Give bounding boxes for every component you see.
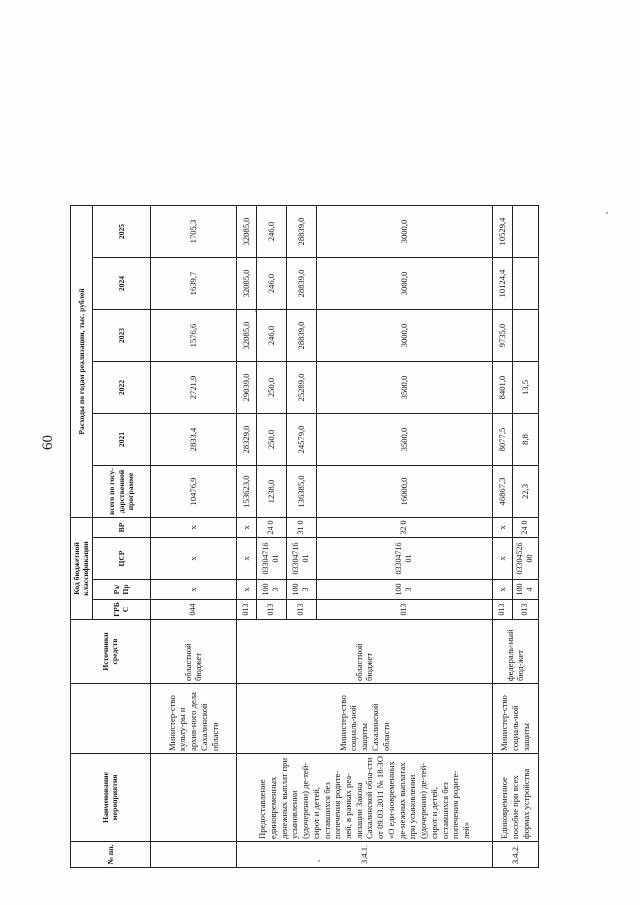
cell-rz: 100 4 [512,580,538,600]
cell-2022: 13,5 [512,362,538,414]
cell-2024: 3000,0 [316,258,492,310]
cell-total: 1238,0 [256,466,286,518]
budget-table [70,205,539,868]
cell-2024: 246,0 [256,258,286,310]
cell-vr: x [492,518,512,538]
cell-executor: Министер-ство социаль-ной защиты Сахалинской области [236,684,492,754]
cell-executor: Министер-ство социаль-ной защиты [492,684,538,754]
cell-grbs: 044 [150,600,236,620]
cell-2024: 32085,0 [236,258,256,310]
cell-rz: x [492,580,512,600]
cell-2025 [512,206,538,258]
header-grbs: ГРБ С [92,600,150,620]
header-name: Наименование мероприятия [71,754,151,842]
table-row [150,206,236,868]
cell-grbs: 013 [236,600,256,620]
header-year-2021: 2021 [92,414,150,466]
cell-csr: 03304716 01 [286,538,316,580]
header-year-2022: 2022 [92,362,150,414]
cell-2023: 9735,0 [492,310,512,362]
cell-total: 46867,3 [492,466,512,518]
cell-rz: x [236,580,256,600]
header-num: № пп. [71,842,151,868]
cell-source: областной бюджет [150,620,236,684]
cell-2023: 28839,0 [286,310,316,362]
cell-2024: 10124,4 [492,258,512,310]
cell-2021: 2833,4 [150,414,236,466]
cell-2023: 1576,6 [150,310,236,362]
cell-vr: 31 0 [286,518,316,538]
cell-2025: 28839,0 [286,206,316,258]
cell-2022: 8401,0 [492,362,512,414]
cell-vr: 24 0 [256,518,286,538]
cell-rz: x [150,580,236,600]
header-total: всего по госу-дарственной программе [92,466,150,518]
cell-2021: 8,8 [512,414,538,466]
cell-rz: 100 3 [286,580,316,600]
cell-csr: x [492,538,512,580]
cell-2022: 29039,0 [236,362,256,414]
cell-grbs: 013 [286,600,316,620]
cell-2023: 246,0 [256,310,286,362]
cell-2025: 246,0 [256,206,286,258]
cell-vr: x [236,518,256,538]
header-year-2025: 2025 [92,206,150,258]
header-source: Источники средств [71,620,151,684]
header-vr: ВР [92,518,150,538]
cell-2025: 10529,4 [492,206,512,258]
cell-grbs: 013 [512,600,538,620]
header-csr: ЦСР [92,538,150,580]
cell-2023: 32085,0 [236,310,256,362]
cell-grbs: 013 [256,600,286,620]
header-executor [71,684,151,754]
header-year-2024: 2024 [92,258,150,310]
cell-source: областной бюджет [236,620,492,684]
cell-2022: 25289,0 [286,362,316,414]
cell-name: Предоставление единовременных денежных выплат при усыновлении (удочерении) де-тей-сирот и детей, оставшихся без попечения родите-лей, в рамках реа-лизации Закона Сахалинской обла-сти от 09.03.2011 № 18-ЗО «О еди-новременных де-нежных выплатах при усыновлении (удочерении) де-тей-сирот и детей, оставшихся без попечения родите-лей» [236,754,492,842]
cell-total: 136385,0 [286,466,316,518]
cell-2025: 1705,3 [150,206,236,258]
cell-2022: 2721,9 [150,362,236,414]
cell-2023 [512,310,538,362]
cell-rz: 100 3 [316,580,492,600]
cell-2021: 3500,0 [316,414,492,466]
cell-2022: 3500,0 [316,362,492,414]
cell-total: 16000,0 [316,466,492,518]
cell-csr: 03304716 01 [316,538,492,580]
cell-csr: 03304526 00 [512,538,538,580]
cell-2024: 28839,0 [286,258,316,310]
cell-vr: 24 0 [512,518,538,538]
cell-2025: 3000,0 [316,206,492,258]
cell-total: 153623,0 [236,466,256,518]
rotated-table-area [20,20,590,880]
cell-csr: x [236,538,256,580]
header-kbk: Код бюджетной классификации [71,518,93,620]
table-row [492,206,512,868]
page-number: 60 [40,435,56,450]
cell-2021: 250,0 [256,414,286,466]
table-row [236,206,256,868]
cell-2021: 28329,0 [236,414,256,466]
cell-grbs: 013 [492,600,512,620]
cell-2021: 24579,0 [286,414,316,466]
cell-2022: 250,0 [256,362,286,414]
header-rz: Рз/ Пр [92,580,150,600]
cell-2023: 3000,0 [316,310,492,362]
cell-grbs: 013 [316,600,492,620]
cell-2025: 32085,0 [236,206,256,258]
cell-2021: 8077,5 [492,414,512,466]
cell-source: федераль-ный бюд-жет [492,620,538,684]
cell-num: 3.4.2. [492,842,538,868]
header-row-1 [71,206,93,868]
cell-num [150,842,236,868]
cell-total: 22,3 [512,466,538,518]
cell-name [150,754,236,842]
cell-rz: 100 3 [256,580,286,600]
cell-vr: 32 0 [316,518,492,538]
cell-vr: x [150,518,236,538]
cell-2024: 1639,7 [150,258,236,310]
cell-num: 3.4.1. [236,842,492,868]
cell-name: Единовременное пособие при всех формах устройства [492,754,538,842]
cell-csr: 03304716 01 [256,538,286,580]
header-expenses: Расходы по годам реализации, тыс. рублей [71,206,93,518]
cell-2024 [512,258,538,310]
cell-csr: x [150,538,236,580]
cell-total: 10476,9 [150,466,236,518]
cell-executor: Министер-ство культу-ры и архив-ного дела Сахалинской области [150,684,236,754]
header-year-2023: 2023 [92,310,150,362]
